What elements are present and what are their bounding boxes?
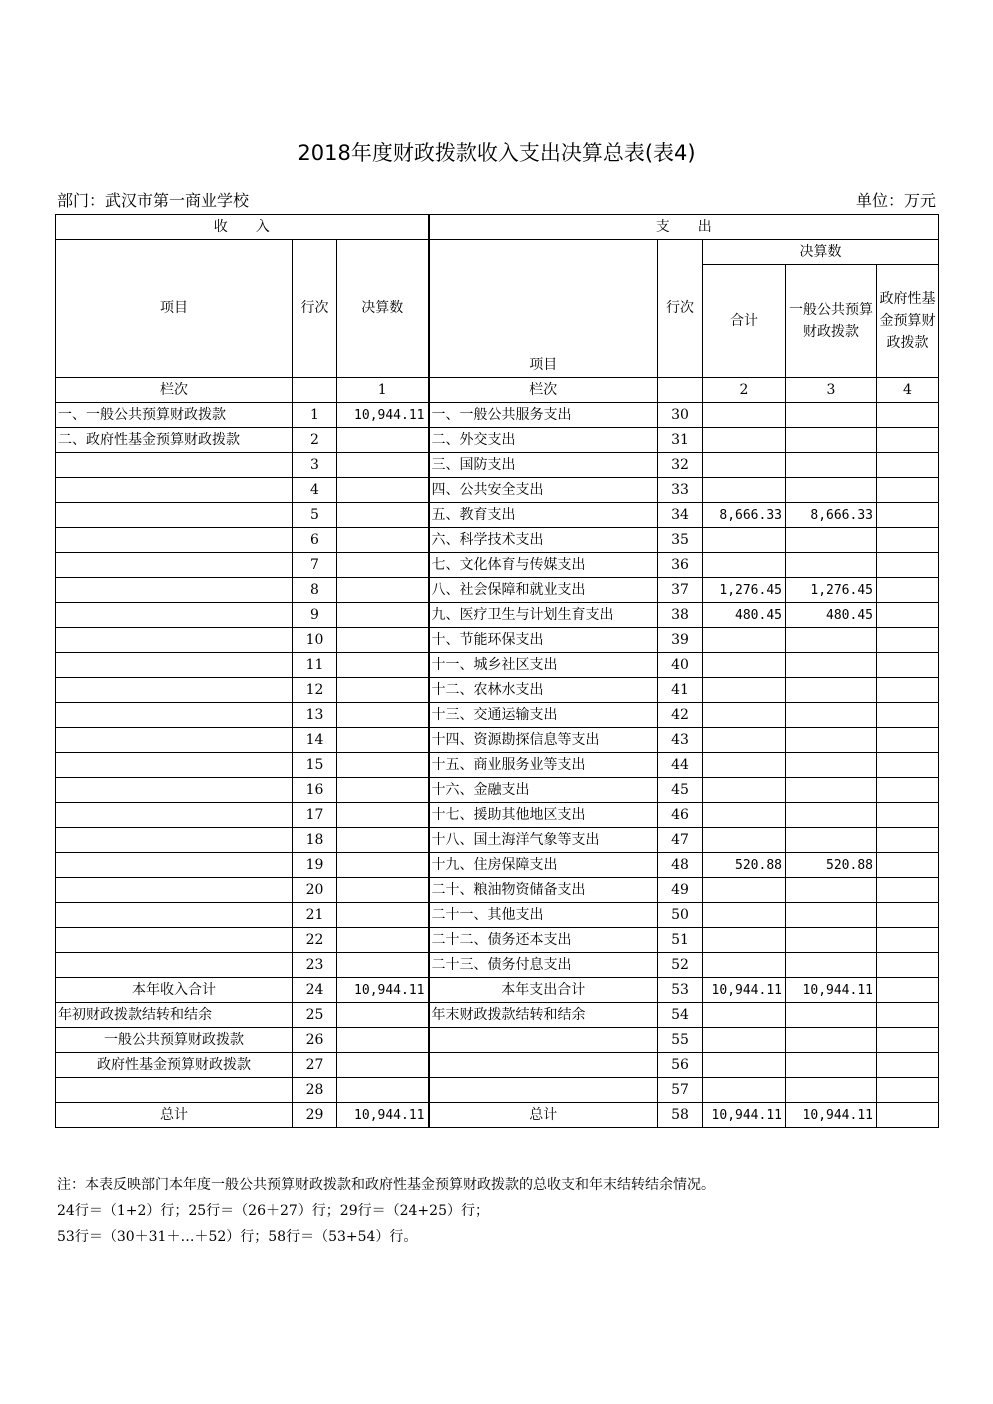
table-row xyxy=(56,528,939,553)
expense-item: 二十、粮油物资储备支出 xyxy=(429,878,658,903)
income-amount xyxy=(337,1003,429,1028)
expense-total xyxy=(703,528,786,553)
expense-line-no: 41 xyxy=(658,678,703,703)
table-row xyxy=(56,803,939,828)
expense-gov-fund xyxy=(877,453,939,478)
income-line-no: 27 xyxy=(293,1053,337,1078)
expense-general-budget xyxy=(786,653,877,678)
income-line-no: 8 xyxy=(293,578,337,603)
table-row xyxy=(56,428,939,453)
income-item xyxy=(56,753,293,778)
total-header: 合计 xyxy=(703,265,786,378)
expense-gov-fund xyxy=(877,803,939,828)
expense-item xyxy=(429,1053,658,1078)
income-line-no: 23 xyxy=(293,953,337,978)
income-item xyxy=(56,803,293,828)
income-amount xyxy=(337,803,429,828)
income-item xyxy=(56,553,293,578)
expense-general-budget xyxy=(786,1078,877,1103)
income-amount xyxy=(337,603,429,628)
amount-group-header: 决算数 xyxy=(703,240,939,265)
expense-total xyxy=(703,1003,786,1028)
income-amount xyxy=(337,528,429,553)
expense-item: 九、医疗卫生与计划生育支出 xyxy=(429,603,658,628)
expense-item: 总计 xyxy=(429,1103,658,1128)
income-item: 一、一般公共预算财政拨款 xyxy=(56,403,293,428)
expense-line-no: 30 xyxy=(658,403,703,428)
general-budget-header: 一般公共预算财政拨款 xyxy=(786,265,877,378)
expense-item: 十二、农林水支出 xyxy=(429,678,658,703)
expense-general-budget xyxy=(786,403,877,428)
department-label: 部门：武汉市第一商业学校 xyxy=(57,191,250,210)
expense-item: 六、科学技术支出 xyxy=(429,528,658,553)
expense-gov-fund xyxy=(877,778,939,803)
expense-gov-fund xyxy=(877,578,939,603)
expense-gov-fund xyxy=(877,503,939,528)
expense-gov-fund xyxy=(877,878,939,903)
table-row xyxy=(56,703,939,728)
expense-gov-fund xyxy=(877,978,939,1003)
income-amount xyxy=(337,678,429,703)
expense-line-no: 47 xyxy=(658,828,703,853)
expense-total xyxy=(703,628,786,653)
income-line-no: 15 xyxy=(293,753,337,778)
income-item xyxy=(56,678,293,703)
table-row xyxy=(56,903,939,928)
expense-item: 二十三、债务付息支出 xyxy=(429,953,658,978)
expense-total: 520.88 xyxy=(703,853,786,878)
income-line-no: 21 xyxy=(293,903,337,928)
expense-gov-fund xyxy=(877,928,939,953)
income-line-no: 12 xyxy=(293,678,337,703)
expense-item: 十一、城乡社区支出 xyxy=(429,653,658,678)
expense-gov-fund xyxy=(877,653,939,678)
expense-gov-fund xyxy=(877,678,939,703)
expense-total xyxy=(703,928,786,953)
table-row xyxy=(56,478,939,503)
expense-total: 8,666.33 xyxy=(703,503,786,528)
table-row xyxy=(56,753,939,778)
income-amount xyxy=(337,653,429,678)
expense-item: 五、教育支出 xyxy=(429,503,658,528)
expense-line-no: 51 xyxy=(658,928,703,953)
table-row xyxy=(56,553,939,578)
expense-item: 七、文化体育与传媒支出 xyxy=(429,553,658,578)
income-line-no: 1 xyxy=(293,403,337,428)
table-row xyxy=(56,1028,939,1053)
income-amount xyxy=(337,1078,429,1103)
expense-line-no: 54 xyxy=(658,1003,703,1028)
expense-gov-fund xyxy=(877,628,939,653)
expense-general-budget xyxy=(786,628,877,653)
income-amount: 10,944.11 xyxy=(337,403,429,428)
expense-item: 一、一般公共服务支出 xyxy=(429,403,658,428)
table-row xyxy=(56,778,939,803)
expense-item: 十五、商业服务业等支出 xyxy=(429,753,658,778)
income-item xyxy=(56,1078,293,1103)
table-row xyxy=(56,1103,939,1128)
income-amount xyxy=(337,578,429,603)
income-amount: 10,944.11 xyxy=(337,978,429,1003)
income-item: 本年收入合计 xyxy=(56,978,293,1003)
table-row xyxy=(56,503,939,528)
income-line-no: 18 xyxy=(293,828,337,853)
income-line-no: 17 xyxy=(293,803,337,828)
expense-item: 本年支出合计 xyxy=(429,978,658,1003)
expense-total xyxy=(703,403,786,428)
income-line-no: 9 xyxy=(293,603,337,628)
expense-item-header: 项目 xyxy=(429,240,658,378)
income-amount xyxy=(337,553,429,578)
expense-general-budget xyxy=(786,928,877,953)
income-item xyxy=(56,603,293,628)
income-amount xyxy=(337,778,429,803)
income-amount xyxy=(337,728,429,753)
report-title: 2018年度财政拨款收入支出决算总表(表4) xyxy=(297,141,696,165)
expense-gov-fund xyxy=(877,953,939,978)
income-item xyxy=(56,903,293,928)
expense-item: 八、社会保障和就业支出 xyxy=(429,578,658,603)
expense-general-budget xyxy=(786,428,877,453)
expense-total xyxy=(703,1078,786,1103)
expense-line-header: 行次 xyxy=(658,240,703,378)
expense-gov-fund xyxy=(877,528,939,553)
income-line-no: 20 xyxy=(293,878,337,903)
expense-item: 十六、金融支出 xyxy=(429,778,658,803)
expense-line-no: 32 xyxy=(658,453,703,478)
expense-line-no: 53 xyxy=(658,978,703,1003)
income-line-no: 11 xyxy=(293,653,337,678)
expense-general-budget xyxy=(786,803,877,828)
table-row xyxy=(56,403,939,428)
expense-general-budget xyxy=(786,828,877,853)
income-item: 政府性基金预算财政拨款 xyxy=(56,1053,293,1078)
expense-line-no: 55 xyxy=(658,1028,703,1053)
note-line: 注：本表反映部门本年度一般公共预算财政拨款和政府性基金预算财政拨款的总收支和年末结转结余情况。 xyxy=(57,1177,715,1193)
expense-gov-fund xyxy=(877,853,939,878)
expense-general-budget xyxy=(786,1053,877,1078)
income-line-no: 16 xyxy=(293,778,337,803)
table-row xyxy=(56,678,939,703)
expense-gov-fund xyxy=(877,403,939,428)
income-amount xyxy=(337,428,429,453)
expense-general-budget xyxy=(786,553,877,578)
notes xyxy=(57,1172,715,1250)
table-row xyxy=(56,1053,939,1078)
expense-item: 年末财政拨款结转和结余 xyxy=(429,1003,658,1028)
expense-item xyxy=(429,1078,658,1103)
expense-total xyxy=(703,803,786,828)
expense-total xyxy=(703,903,786,928)
expense-general-budget: 480.45 xyxy=(786,603,877,628)
expense-general-budget xyxy=(786,878,877,903)
expense-line-no: 40 xyxy=(658,653,703,678)
income-amount xyxy=(337,503,429,528)
expense-gov-fund xyxy=(877,1078,939,1103)
expense-total xyxy=(703,828,786,853)
expense-line-no: 38 xyxy=(658,603,703,628)
income-item xyxy=(56,778,293,803)
income-amount xyxy=(337,828,429,853)
income-amount xyxy=(337,1028,429,1053)
expense-line-no: 34 xyxy=(658,503,703,528)
table-row xyxy=(56,1078,939,1103)
income-line-no: 4 xyxy=(293,478,337,503)
income-amount xyxy=(337,478,429,503)
expense-total xyxy=(703,553,786,578)
expense-gov-fund xyxy=(877,1003,939,1028)
income-amount xyxy=(337,903,429,928)
income-line-no: 29 xyxy=(293,1103,337,1128)
expense-line-index xyxy=(658,378,703,403)
col2-index: 2 xyxy=(703,378,786,403)
expense-line-no: 36 xyxy=(658,553,703,578)
income-item xyxy=(56,478,293,503)
note-line: 24行＝（1+2）行；25行＝（26＋27）行；29行＝（24+25）行； xyxy=(57,1203,489,1219)
table-row xyxy=(56,853,939,878)
expense-item: 四、公共安全支出 xyxy=(429,478,658,503)
expense-gov-fund xyxy=(877,428,939,453)
income-line-no: 25 xyxy=(293,1003,337,1028)
income-item: 一般公共预算财政拨款 xyxy=(56,1028,293,1053)
col3-index: 3 xyxy=(786,378,877,403)
expense-gov-fund xyxy=(877,828,939,853)
budget-table xyxy=(55,214,939,1128)
expense-general-budget xyxy=(786,1028,877,1053)
expense-total xyxy=(703,728,786,753)
expense-general-budget: 520.88 xyxy=(786,853,877,878)
income-line-no: 10 xyxy=(293,628,337,653)
table-row xyxy=(56,1003,939,1028)
expense-item: 二十一、其他支出 xyxy=(429,903,658,928)
expense-gov-fund xyxy=(877,703,939,728)
income-header: 收 入 xyxy=(56,215,429,240)
unit-label: 单位：万元 xyxy=(855,191,936,210)
income-item xyxy=(56,878,293,903)
expense-item: 三、国防支出 xyxy=(429,453,658,478)
income-item xyxy=(56,953,293,978)
expense-general-budget xyxy=(786,753,877,778)
income-amount xyxy=(337,753,429,778)
expense-line-no: 49 xyxy=(658,878,703,903)
table-row xyxy=(56,728,939,753)
expense-item: 二十二、债务还本支出 xyxy=(429,928,658,953)
expense-gov-fund xyxy=(877,728,939,753)
expense-total: 480.45 xyxy=(703,603,786,628)
income-line-no: 24 xyxy=(293,978,337,1003)
expense-item xyxy=(429,1028,658,1053)
income-item xyxy=(56,453,293,478)
income-item: 总计 xyxy=(56,1103,293,1128)
expense-total xyxy=(703,1028,786,1053)
expense-total xyxy=(703,878,786,903)
income-line-no: 13 xyxy=(293,703,337,728)
table-row xyxy=(56,628,939,653)
income-item: 年初财政拨款结转和结余 xyxy=(56,1003,293,1028)
expense-line-no: 57 xyxy=(658,1078,703,1103)
table-row xyxy=(56,453,939,478)
expense-total xyxy=(703,428,786,453)
income-line-header: 行次 xyxy=(293,240,337,378)
expense-line-no: 46 xyxy=(658,803,703,828)
expense-total xyxy=(703,953,786,978)
expense-total xyxy=(703,678,786,703)
expense-total xyxy=(703,753,786,778)
expense-line-no: 37 xyxy=(658,578,703,603)
income-item xyxy=(56,628,293,653)
income-item xyxy=(56,703,293,728)
table-row xyxy=(56,828,939,853)
table-row xyxy=(56,978,939,1003)
expense-line-no: 42 xyxy=(658,703,703,728)
income-line-no: 2 xyxy=(293,428,337,453)
col1-index: 1 xyxy=(337,378,429,403)
income-amount xyxy=(337,878,429,903)
expense-gov-fund xyxy=(877,753,939,778)
expense-item: 十八、国土海洋气象等支出 xyxy=(429,828,658,853)
expense-line-no: 31 xyxy=(658,428,703,453)
expense-total xyxy=(703,778,786,803)
expense-general-budget xyxy=(786,953,877,978)
gov-fund-header: 政府性基金预算财政拨款 xyxy=(877,265,939,378)
income-amount xyxy=(337,853,429,878)
table-row xyxy=(56,603,939,628)
expense-line-no: 43 xyxy=(658,728,703,753)
expense-total: 1,276.45 xyxy=(703,578,786,603)
income-item: 二、政府性基金预算财政拨款 xyxy=(56,428,293,453)
expense-line-no: 44 xyxy=(658,753,703,778)
expense-gov-fund xyxy=(877,1103,939,1128)
income-line-no: 7 xyxy=(293,553,337,578)
expense-line-no: 33 xyxy=(658,478,703,503)
expense-item: 十、节能环保支出 xyxy=(429,628,658,653)
table-row xyxy=(56,653,939,678)
expense-line-no: 39 xyxy=(658,628,703,653)
table-row xyxy=(56,878,939,903)
income-item xyxy=(56,928,293,953)
expense-total xyxy=(703,1053,786,1078)
table-row xyxy=(56,953,939,978)
expense-gov-fund xyxy=(877,478,939,503)
expense-general-budget xyxy=(786,728,877,753)
income-line-no: 26 xyxy=(293,1028,337,1053)
expense-line-no: 35 xyxy=(658,528,703,553)
expense-total: 10,944.11 xyxy=(703,978,786,1003)
income-amount xyxy=(337,628,429,653)
income-amount-header: 决算数 xyxy=(337,240,429,378)
expense-general-budget xyxy=(786,903,877,928)
income-line-no: 22 xyxy=(293,928,337,953)
expense-item: 十四、资源勘探信息等支出 xyxy=(429,728,658,753)
expense-item: 十七、援助其他地区支出 xyxy=(429,803,658,828)
expense-total xyxy=(703,653,786,678)
table-row xyxy=(56,578,939,603)
income-amount xyxy=(337,928,429,953)
expense-column-index: 栏次 xyxy=(429,378,658,403)
expense-total xyxy=(703,453,786,478)
expense-header: 支 出 xyxy=(429,215,939,240)
income-amount xyxy=(337,703,429,728)
note-line: 53行＝（30＋31＋…＋52）行；58行＝（53+54）行。 xyxy=(57,1229,418,1245)
income-line-no: 5 xyxy=(293,503,337,528)
expense-line-no: 56 xyxy=(658,1053,703,1078)
income-amount: 10,944.11 xyxy=(337,1103,429,1128)
expense-general-budget xyxy=(786,478,877,503)
expense-general-budget xyxy=(786,1003,877,1028)
expense-general-budget xyxy=(786,453,877,478)
income-amount xyxy=(337,953,429,978)
income-line-no: 3 xyxy=(293,453,337,478)
expense-item: 十九、住房保障支出 xyxy=(429,853,658,878)
income-amount xyxy=(337,453,429,478)
expense-general-budget xyxy=(786,528,877,553)
expense-line-no: 45 xyxy=(658,778,703,803)
expense-line-no: 48 xyxy=(658,853,703,878)
income-item-header: 项目 xyxy=(56,240,293,378)
income-item xyxy=(56,653,293,678)
expense-general-budget xyxy=(786,703,877,728)
income-item xyxy=(56,728,293,753)
expense-item: 二、外交支出 xyxy=(429,428,658,453)
expense-general-budget xyxy=(786,778,877,803)
expense-line-no: 52 xyxy=(658,953,703,978)
expense-gov-fund xyxy=(877,1053,939,1078)
income-item xyxy=(56,503,293,528)
income-line-index xyxy=(293,378,337,403)
income-item xyxy=(56,828,293,853)
income-line-no: 28 xyxy=(293,1078,337,1103)
income-item xyxy=(56,528,293,553)
expense-total: 10,944.11 xyxy=(703,1103,786,1128)
income-amount xyxy=(337,1053,429,1078)
income-line-no: 19 xyxy=(293,853,337,878)
table-row xyxy=(56,928,939,953)
income-line-no: 6 xyxy=(293,528,337,553)
expense-general-budget: 1,276.45 xyxy=(786,578,877,603)
expense-line-no: 50 xyxy=(658,903,703,928)
expense-total xyxy=(703,478,786,503)
expense-general-budget: 10,944.11 xyxy=(786,1103,877,1128)
income-item xyxy=(56,853,293,878)
expense-gov-fund xyxy=(877,1028,939,1053)
expense-line-no: 58 xyxy=(658,1103,703,1128)
expense-total xyxy=(703,703,786,728)
expense-general-budget: 10,944.11 xyxy=(786,978,877,1003)
col4-index: 4 xyxy=(877,378,939,403)
expense-gov-fund xyxy=(877,553,939,578)
expense-item: 十三、交通运输支出 xyxy=(429,703,658,728)
income-item xyxy=(56,578,293,603)
expense-gov-fund xyxy=(877,603,939,628)
income-column-index: 栏次 xyxy=(56,378,293,403)
expense-gov-fund xyxy=(877,903,939,928)
expense-general-budget: 8,666.33 xyxy=(786,503,877,528)
income-line-no: 14 xyxy=(293,728,337,753)
expense-general-budget xyxy=(786,678,877,703)
